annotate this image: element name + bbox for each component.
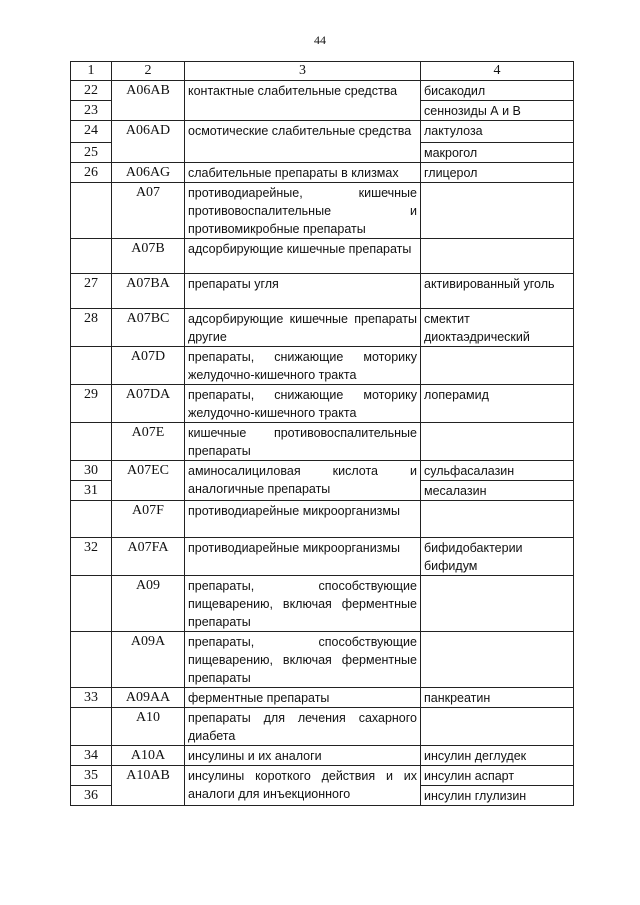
row-number: 35 [71,766,112,786]
atc-group-name: слабительные препараты в клизмах [185,163,421,183]
atc-group-name: ферментные препараты [185,688,421,708]
drug-name [421,183,574,239]
drug-name: месалазин [421,481,574,501]
atc-code: A07FA [112,538,185,576]
table-row [71,347,574,385]
page-number: 44 [314,33,326,47]
atc-group-name: препараты, способствующие пищеварению, включая ферментные препараты [185,576,421,632]
atc-code: A07DA [112,385,185,423]
row-number: 28 [71,309,112,347]
drug-name [421,423,574,461]
atc-group-name: препараты для лечения сахарного диабета [185,708,421,746]
row-number: 31 [71,481,112,501]
drug-name: лактулоза [421,121,574,143]
table-row [71,163,574,183]
row-number: 29 [71,385,112,423]
atc-code: A07D [112,347,185,385]
row-number: 26 [71,163,112,183]
table-row [71,423,574,461]
drug-name [421,576,574,632]
atc-code: A06AB [112,81,185,121]
column-header: 2 [112,62,185,81]
row-number: 25 [71,143,112,163]
table-row [71,576,574,632]
atc-group-name: противодиарейные микроорганизмы [185,501,421,538]
column-header: 4 [421,62,574,81]
drug-name: сеннозиды А и В [421,101,574,121]
drug-name: инсулин аспарт [421,766,574,786]
drug-name [421,501,574,538]
table-row [71,239,574,274]
atc-code: A09A [112,632,185,688]
atc-code: A07 [112,183,185,239]
row-number [71,632,112,688]
row-number: 33 [71,688,112,708]
drug-name: лоперамид [421,385,574,423]
table-row [71,81,574,101]
table-row [71,274,574,309]
atc-group-name: препараты угля [185,274,421,309]
drug-name [421,632,574,688]
table-row [71,632,574,688]
row-number [71,347,112,385]
drug-name: бифидобактерии бифидум [421,538,574,576]
atc-group-name: адсорбирующие кишечные препараты [185,239,421,274]
table-row [71,309,574,347]
atc-code: A07BC [112,309,185,347]
atc-group-name: аминосалициловая кислота и аналогичные препараты [185,461,421,501]
table-row [71,385,574,423]
table-row [71,746,574,766]
table-body [71,62,574,806]
drug-name [421,708,574,746]
table-row [71,688,574,708]
drug-list-table [70,61,574,806]
row-number: 32 [71,538,112,576]
atc-group-name: кишечные противовоспалительные препараты [185,423,421,461]
table-row [71,461,574,481]
atc-code: A10AB [112,766,185,806]
row-number: 24 [71,121,112,143]
row-number [71,576,112,632]
atc-group-name: препараты, снижающие моторику желудочно-кишечного тракта [185,385,421,423]
table-row [71,121,574,143]
row-number [71,423,112,461]
atc-code: A10A [112,746,185,766]
atc-group-name: противодиарейные, кишечные противовоспалительные и противомикробные препараты [185,183,421,239]
atc-group-name: инсулины и их аналоги [185,746,421,766]
row-number: 34 [71,746,112,766]
atc-code: A06AD [112,121,185,163]
atc-code: A07BA [112,274,185,309]
drug-name: бисакодил [421,81,574,101]
drug-name: инсулин глулизин [421,786,574,806]
table-row [71,501,574,538]
drug-name: активированный уголь [421,274,574,309]
row-number [71,183,112,239]
row-number: 30 [71,461,112,481]
atc-code: A09AA [112,688,185,708]
atc-group-name: препараты, снижающие моторику желудочно-кишечного тракта [185,347,421,385]
drug-name: инсулин деглудек [421,746,574,766]
table-row [71,766,574,786]
drug-name [421,239,574,274]
drug-name: смектит диоктаэдрический [421,309,574,347]
atc-code: A09 [112,576,185,632]
table-header-row [71,62,574,81]
drug-name [421,347,574,385]
atc-code: A06AG [112,163,185,183]
column-header: 1 [71,62,112,81]
table-row [71,538,574,576]
row-number: 22 [71,81,112,101]
atc-group-name: адсорбирующие кишечные препараты другие [185,309,421,347]
drug-name: макрогол [421,143,574,163]
atc-group-name: противодиарейные микроорганизмы [185,538,421,576]
atc-group-name: осмотические слабительные средства [185,121,421,163]
row-number: 23 [71,101,112,121]
atc-code: A10 [112,708,185,746]
drug-name: сульфасалазин [421,461,574,481]
column-header: 3 [185,62,421,81]
atc-code: A07E [112,423,185,461]
atc-code: A07EC [112,461,185,501]
table-row [71,183,574,239]
atc-code: A07B [112,239,185,274]
drug-name: панкреатин [421,688,574,708]
row-number [71,501,112,538]
atc-group-name: препараты, способствующие пищеварению, включая ферментные препараты [185,632,421,688]
table-row [71,708,574,746]
atc-group-name: инсулины короткого действия и их аналоги для инъекционного [185,766,421,806]
row-number [71,239,112,274]
row-number: 27 [71,274,112,309]
atc-code: A07F [112,501,185,538]
row-number: 36 [71,786,112,806]
atc-group-name: контактные слабительные средства [185,81,421,121]
row-number [71,708,112,746]
drug-name: глицерол [421,163,574,183]
